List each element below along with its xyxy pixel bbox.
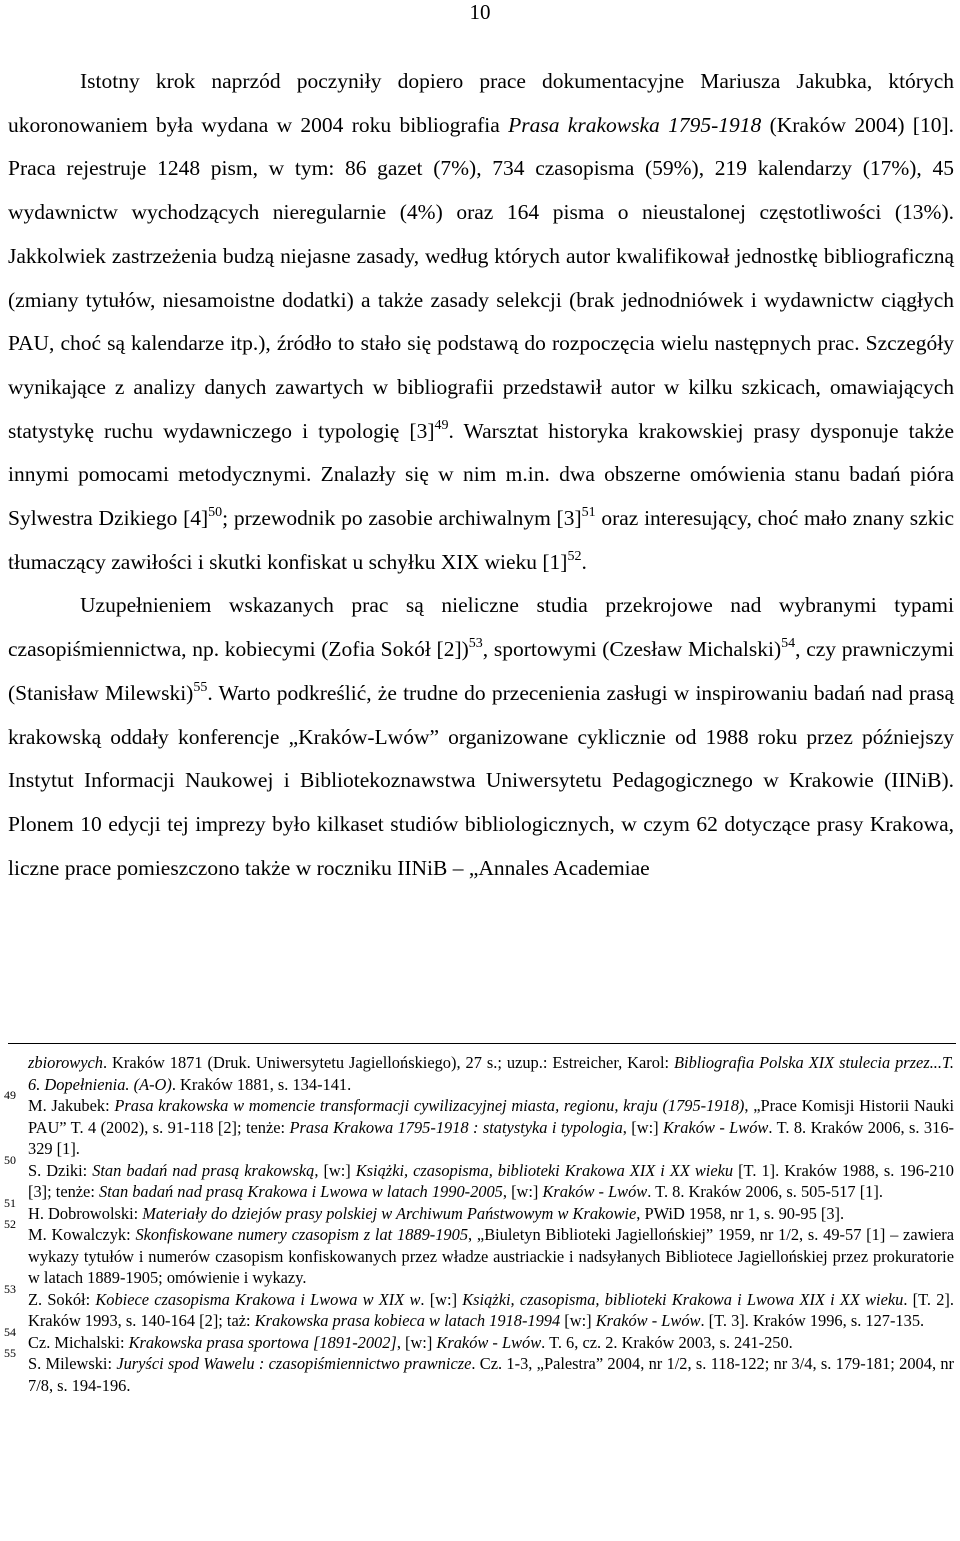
- paragraph-2: [8, 584, 954, 890]
- page-number: 10: [469, 0, 491, 24]
- text-run: , [w:]: [502, 1182, 543, 1201]
- text-run: , „Biuletyn Biblioteki Jagiellońskiej” 1959, nr 1/2, s. 49-57 [1] – zawiera wykazy tytułów i numerów czasopism konfiskowanych przez władze austriackie i nadsyłanych Bibliotece Jagiellońskiej przez prokuratorie w latach 1889-1905; omówienie i wykazy.: [28, 1225, 955, 1287]
- footnote-separator: [8, 1043, 956, 1044]
- italic-title: Kraków - Lwów: [595, 1311, 701, 1330]
- paragraph-1: [8, 60, 954, 584]
- text-run: . Cz. 1-3, „Palestra” 2004, nr 1/2, s. 118-122; nr 3/4, s. 179-181; 2004, nr 7/8, s. 194-196.: [28, 1354, 954, 1395]
- text-run: . [T. 3]. Kraków 1996, s. 127-135.: [700, 1311, 925, 1330]
- footnote-number: 53: [4, 1281, 16, 1296]
- text-run: , „Prace Komisji Historii Nauki PAU” T. 4 (2002), s. 91-118 [2]; tenże:: [28, 1096, 954, 1137]
- footnote-ref: 53: [468, 636, 483, 652]
- footnote-number: 52: [4, 1217, 16, 1231]
- text-run: [w:]: [560, 1311, 596, 1330]
- text-run: . [w:]: [420, 1289, 463, 1309]
- text-run: Uzupełnieniem wskazanych prac są nieliczne studia przekrojowe nad wybranymi typami czasopiśmiennictwa, np. kobiecymi (Zofia Sokół [2]): [8, 593, 954, 662]
- text-run: Istotny krok naprzód poczyniły dopiero prace dokumentacyjne Mariusza Jakubka, których ukoronowaniem była wydana w 2004 roku bibliografia: [8, 69, 954, 137]
- footnote-number: 50: [4, 1152, 16, 1167]
- footnote-ref: 50: [208, 505, 223, 521]
- text-run: , czy prawniczymi (Stanisław Milewski): [8, 637, 954, 705]
- footnote-ref: 55: [193, 679, 208, 695]
- text-run: (Kraków 2004) [10]. Praca rejestruje 1248 pism, w tym: 86 gazet (7%), 734 czasopisma (59%), 219 kalendarzy (17%), 45 wydawnictw wychodzących nieregularnie (4%) oraz 164 pisma o nieustalonej częstotliwości (13%). Jakkolwiek zastrzeżenia budzą niejasne zasady, według których autor kwalifikował jednostkę bibliograficzną (zmiany tytułów, niesamoistne dodatki) a także zasady selekcji (brak jednodniówek i wydawnictw ciągłych PAU, choć są kalendarze itp.), źródło to stało się podstawą do rozpoczęcia wielu następnych prac. Szczegóły wynikające z analizy danych zawartych w bibliografii przedstawił autor w kilku szkicach, omawiających statystykę ruchu wydawniczego i typologię [3]: [8, 112, 954, 443]
- italic-title: Krakowska prasa sportowa [1891-2002]: [128, 1332, 397, 1352]
- italic-title: Juryści spod Wawelu : czasopiśmiennictwo prawnicze: [116, 1354, 472, 1373]
- main-text: [8, 60, 954, 890]
- text-run: . Warsztat historyka krakowskiej prasy dysponuje także innymi pomocami metodycznymi. Znalazły się w nim m.in. dwa obszerne omówienia stanu badań pióra Sylwestra Dzikiego [4]: [8, 418, 954, 531]
- footnote-number: 55: [4, 1346, 16, 1360]
- footnote: [4, 1152, 954, 1203]
- italic-title: Materiały do dziejów prasy polskiej w Archiwum Państwowym w Krakowie: [142, 1203, 637, 1223]
- italic-title: Stan badań nad prasą krakowską: [92, 1160, 315, 1180]
- italic-title: Prasa krakowska 1795-1918: [508, 112, 762, 137]
- footnote-number: 54: [4, 1324, 16, 1339]
- footnote: [8, 1052, 954, 1095]
- italic-title: Kobiece czasopisma Krakowa i Lwowa w XIX w: [95, 1289, 421, 1309]
- italic-title: Stan badań nad prasą Krakowa i Lwowa w latach 1990-2005: [99, 1182, 503, 1201]
- italic-title: Kraków - Lwów: [663, 1117, 769, 1137]
- text-run: oraz interesujący, choć mało znany szkic tłumaczący zawiłości i skutki konfiskat u schyłku XIX wieku [1]: [8, 506, 954, 574]
- footnote-ref: 52: [567, 548, 582, 564]
- footnotes: [4, 1052, 955, 1396]
- text-run: M. Kowalczyk:: [28, 1225, 136, 1244]
- italic-title: Prasa Krakowa 1795-1918 : statystyka i typologia: [289, 1117, 623, 1137]
- text-run: .: [581, 549, 587, 574]
- italic-title: Książki, czasopisma, biblioteki Krakowa i Lwowa XIX i XX wieku: [462, 1289, 904, 1309]
- footnote-ref: 51: [581, 505, 596, 521]
- text-run: Cz. Michalski:: [28, 1332, 129, 1352]
- italic-title: zbiorowych: [28, 1053, 103, 1072]
- text-run: . Warto podkreślić, że trudne do przecenienia zasługi w inspirowaniu badań nad prasą krakowską oddały konferencje „Kraków-Lwów” organizowane cyklicznie od 1988 roku przez późniejszy Instytut Informacji Naukowej i Bibliotekoznawstwa Uniwersytetu Pedagogicznego w Krakowie (IINiB). Plonem 10 edycji tej imprezy było kilkaset studiów bibliologicznych, w czym 62 dotyczące prasy Krakowa, liczne prace pomieszczono także w roczniku IINiB – „Annales Academiae: [8, 680, 954, 880]
- text-run: M. Jakubek:: [28, 1096, 115, 1115]
- text-run: , PWiD 1958, nr 1, s. 90-95 [3].: [636, 1203, 845, 1223]
- italic-title: Prasa krakowska w momencie transformacji cywilizacyjnej miasta, regionu, kraju (1795-1918): [114, 1096, 745, 1115]
- footnote: [4, 1346, 954, 1396]
- text-run: . Kraków 1881, s. 134-141.: [171, 1074, 352, 1094]
- footnote-number: 51: [4, 1195, 16, 1210]
- footnote-ref: 49: [434, 417, 449, 433]
- italic-title: Kraków - Lwów: [436, 1332, 542, 1352]
- italic-title: Skonfiskowane numery czasopism z lat 1889-1905: [135, 1225, 469, 1244]
- text-run: S. Milewski:: [28, 1354, 117, 1373]
- text-run: . T. 8. Kraków 2006, s. 316-329 [1].: [28, 1117, 954, 1158]
- text-run: Z. Sokół:: [28, 1289, 96, 1309]
- text-run: ; przewodnik po zasobie archiwalnym [3]: [222, 506, 582, 531]
- italic-title: Książki, czasopisma, biblioteki Krakowa XIX i XX wieku: [355, 1160, 734, 1180]
- text-run: . Kraków 1871 (Druk. Uniwersytetu Jagiellońskiego), 27 s.; uzup.: Estreicher, Karol:: [102, 1053, 675, 1072]
- italic-title: Bibliografia Polska XIX stulecia przez...T. 6. Dopełnienia. (A-O): [28, 1053, 954, 1094]
- italic-title: Krakowska prasa kobieca w latach 1918-1994: [254, 1311, 561, 1330]
- italic-title: Kraków - Lwów: [542, 1182, 648, 1201]
- text-run: H. Dobrowolski:: [28, 1203, 143, 1223]
- text-run: [T. 1]. Kraków 1988, s. 196-210 [3]; tenże:: [28, 1160, 954, 1201]
- text-run: , [w:]: [622, 1117, 663, 1137]
- text-run: . [T. 2]. Kraków 1993, s. 140-164 [2]; taż:: [28, 1289, 954, 1330]
- text-run: . T. 6, cz. 2. Kraków 2003, s. 241-250.: [541, 1332, 793, 1352]
- text-run: . T. 8. Kraków 2006, s. 505-517 [1].: [647, 1182, 883, 1201]
- footnote-ref: 54: [781, 636, 796, 652]
- text-run: , sportowymi (Czesław Michalski): [482, 637, 782, 662]
- footnote-number: 49: [4, 1088, 16, 1102]
- text-run: S. Dziki:: [28, 1160, 93, 1180]
- text-run: , [w:]: [314, 1160, 356, 1180]
- text-run: , [w:]: [396, 1332, 437, 1352]
